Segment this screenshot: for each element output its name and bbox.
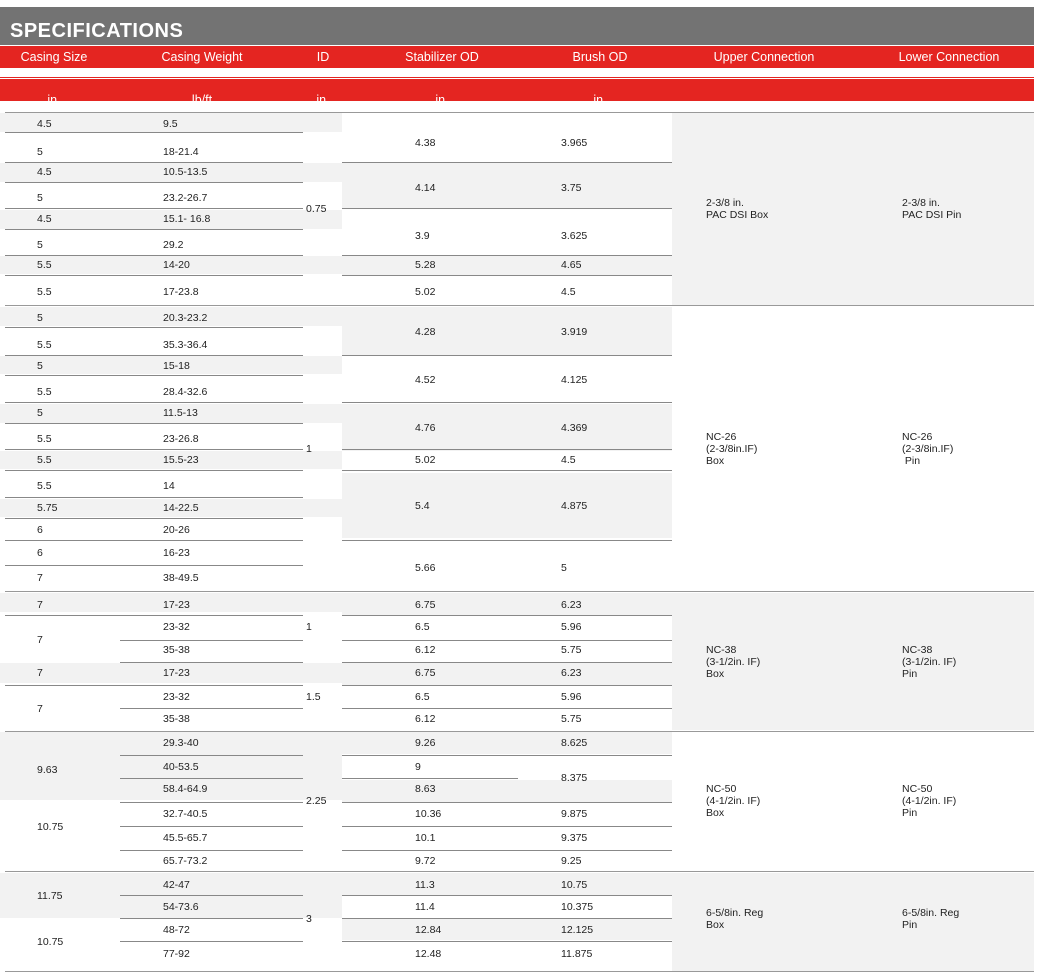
- casing-weight: 28.4-32.6: [163, 386, 208, 398]
- casing-weight: 15-18: [163, 360, 190, 372]
- row-line: [342, 449, 672, 450]
- casing-size: 5.5: [37, 433, 52, 445]
- upper-connection: 6-5/8in. Reg Box: [706, 907, 764, 931]
- row-shading: [342, 663, 672, 685]
- casing-size: 7: [37, 572, 43, 584]
- row-line: [342, 540, 672, 541]
- row-line: [5, 229, 303, 230]
- upper-connection: NC-26 (2-3/8in.IF) Box: [706, 431, 758, 467]
- page-title: SPECIFICATIONS: [10, 20, 184, 42]
- casing-weight: 15.1- 16.8: [163, 213, 211, 225]
- unit-header: in.: [593, 93, 607, 107]
- stabilizer-od: 5.28: [415, 259, 436, 271]
- brush-od: 12.125: [561, 924, 594, 936]
- id-value: 1.5: [306, 691, 321, 703]
- row-line: [120, 662, 303, 663]
- group-separator: [5, 971, 1034, 972]
- casing-weight: 17-23: [163, 667, 190, 679]
- stabilizer-od: 12.84: [415, 924, 442, 936]
- casing-weight: 17-23.8: [163, 286, 199, 298]
- row-line: [120, 850, 303, 851]
- row-line: [5, 470, 303, 471]
- id-value: 0.75: [306, 203, 327, 215]
- group-separator: [5, 591, 1034, 592]
- casing-size: 5: [37, 192, 43, 204]
- row-line: [5, 423, 303, 424]
- title-bar: [0, 7, 1034, 45]
- row-line: [120, 802, 303, 803]
- brush-od: 4.875: [561, 500, 588, 512]
- column-header: Lower Connection: [898, 50, 1000, 64]
- casing-size: 5.75: [37, 502, 58, 514]
- casing-size: 4.5: [37, 213, 52, 225]
- upper-connection: 2-3/8 in. PAC DSI Box: [706, 197, 769, 221]
- casing-size: 5.5: [37, 480, 52, 492]
- group-separator: [5, 305, 1034, 306]
- row-shading: [342, 918, 672, 940]
- casing-size: 6: [37, 547, 43, 559]
- casing-weight: 32.7-40.5: [163, 808, 208, 820]
- row-line: [5, 355, 303, 356]
- stabilizer-od: 5.4: [415, 500, 430, 512]
- casing-weight: 77-92: [163, 948, 190, 960]
- casing-size: 4.5: [37, 166, 52, 178]
- row-line: [342, 615, 672, 616]
- id-value: 1: [306, 443, 312, 455]
- row-line: [342, 918, 672, 919]
- header-divider: [0, 78, 1034, 79]
- casing-weight: 20.3-23.2: [163, 312, 208, 324]
- upper-connection: NC-38 (3-1/2in. IF) Box: [706, 644, 761, 680]
- row-line: [5, 615, 303, 616]
- casing-weight: 65.7-73.2: [163, 855, 208, 867]
- row-line: [342, 470, 672, 471]
- row-line: [342, 355, 672, 356]
- row-line: [342, 208, 672, 209]
- casing-size: 5: [37, 360, 43, 372]
- stabilizer-od: 11.4: [415, 901, 435, 913]
- brush-od: 9.375: [561, 832, 588, 844]
- casing-size: 5: [37, 239, 43, 251]
- row-line: [342, 708, 672, 709]
- casing-weight: 14-22.5: [163, 502, 199, 514]
- casing-size: 5.5: [37, 286, 52, 298]
- row-shading: [342, 163, 672, 208]
- row-line: [120, 640, 303, 641]
- row-line: [5, 162, 303, 163]
- row-line: [342, 850, 672, 851]
- stabilizer-od: 5.02: [415, 286, 436, 298]
- casing-size: 5.5: [37, 259, 52, 271]
- row-line: [342, 402, 672, 403]
- casing-weight: 11.5-13: [163, 407, 198, 419]
- casing-size: 5: [37, 407, 43, 419]
- row-line: [5, 327, 303, 328]
- casing-weight: 23-32: [163, 691, 190, 703]
- row-line: [5, 208, 303, 209]
- casing-size: 7: [37, 599, 43, 611]
- casing-weight: 29.2: [163, 239, 184, 251]
- casing-weight: 58.4-64.9: [163, 783, 208, 795]
- casing-weight: 23-26.8: [163, 433, 199, 445]
- row-line: [5, 375, 303, 376]
- row-line: [120, 778, 303, 779]
- unit-header: in.: [435, 93, 449, 107]
- casing-weight: 42-47: [163, 879, 190, 891]
- row-line: [5, 497, 303, 498]
- row-shading: [342, 307, 672, 355]
- upper-connection: NC-50 (4-1/2in. IF) Box: [706, 783, 761, 819]
- row-line: [120, 895, 303, 896]
- id-value: 3: [306, 913, 312, 925]
- stabilizer-od: 4.76: [415, 422, 436, 434]
- column-header: Brush OD: [572, 50, 628, 64]
- brush-od: 8.375: [561, 772, 588, 784]
- stabilizer-od: 10.1: [415, 832, 436, 844]
- casing-weight: 14-20: [163, 259, 190, 271]
- column-header: Upper Connection: [713, 50, 815, 64]
- casing-size: 4.5: [37, 118, 52, 130]
- row-line: [5, 132, 303, 133]
- casing-weight: 54-73.6: [163, 901, 199, 913]
- brush-od: 5.75: [561, 713, 582, 725]
- brush-od: 5.75: [561, 644, 582, 656]
- group-separator: [5, 731, 1034, 732]
- casing-weight: 18-21.4: [163, 146, 199, 158]
- brush-od: 3.75: [561, 182, 582, 194]
- row-line: [5, 685, 303, 686]
- row-line: [342, 802, 672, 803]
- row-shading: [342, 256, 672, 275]
- row-line: [120, 755, 303, 756]
- casing-size: 11.75: [37, 890, 63, 902]
- row-line: [342, 895, 672, 896]
- stabilizer-od: 6.75: [415, 667, 436, 679]
- row-line: [342, 826, 672, 827]
- column-header: Stabilizer OD: [405, 50, 479, 64]
- row-shading: [342, 473, 672, 538]
- lower-connection: 2-3/8 in. PAC DSI Pin: [902, 197, 962, 221]
- stabilizer-od: 6.12: [415, 644, 436, 656]
- row-line: [5, 182, 303, 183]
- row-line: [5, 255, 303, 256]
- row-line: [120, 708, 303, 709]
- unit-header: in.: [47, 93, 61, 107]
- brush-od: 9.25: [561, 855, 582, 867]
- brush-od: 4.5: [561, 286, 576, 298]
- row-line: [342, 685, 672, 686]
- stabilizer-od: 6.5: [415, 691, 430, 703]
- casing-weight: 45.5-65.7: [163, 832, 208, 844]
- row-line: [5, 402, 303, 403]
- row-line: [342, 755, 672, 756]
- group-separator: [5, 112, 1034, 113]
- group-separator: [5, 871, 1034, 872]
- casing-size: 10.75: [37, 936, 64, 948]
- casing-size: 5.5: [37, 386, 52, 398]
- row-line: [342, 275, 672, 276]
- casing-size: 7: [37, 634, 43, 646]
- brush-od: 10.75: [561, 879, 588, 891]
- brush-od: 5: [561, 562, 567, 574]
- row-line: [342, 162, 672, 163]
- stabilizer-od: 8.63: [415, 783, 436, 795]
- casing-weight: 35-38: [163, 713, 190, 725]
- brush-od: 4.65: [561, 259, 582, 271]
- stabilizer-od: 9: [415, 761, 421, 773]
- row-shading: [342, 593, 672, 615]
- casing-size: 10.75: [37, 821, 64, 833]
- stabilizer-od: 3.9: [415, 230, 430, 242]
- stabilizer-od: 4.38: [415, 137, 436, 149]
- brush-od: 4.369: [561, 422, 588, 434]
- brush-od: 8.625: [561, 737, 588, 749]
- lower-connection: NC-50 (4-1/2in. IF) Pin: [902, 783, 957, 819]
- casing-weight: 14: [163, 480, 175, 492]
- unit-header: in.: [316, 93, 330, 107]
- stabilizer-od: 6.5: [415, 621, 430, 633]
- column-header: Casing Weight: [161, 50, 243, 64]
- column-header: ID: [316, 50, 330, 64]
- row-shading: [342, 873, 672, 895]
- row-shading: [342, 732, 672, 754]
- row-line: [342, 640, 672, 641]
- lower-connection: NC-26 (2-3/8in.IF) Pin: [902, 431, 954, 467]
- brush-od: 3.965: [561, 137, 588, 149]
- brush-od: 3.919: [561, 326, 588, 338]
- casing-weight: 9.5: [163, 118, 178, 130]
- unit-header: lb/ft: [191, 93, 213, 107]
- casing-size: 9.63: [37, 764, 58, 776]
- stabilizer-od: 11.3: [415, 879, 435, 891]
- row-shading: [342, 404, 672, 451]
- column-header: Casing Size: [20, 50, 88, 64]
- stabilizer-od: 4.52: [415, 374, 436, 386]
- row-line: [342, 941, 672, 942]
- row-line: [5, 565, 303, 566]
- casing-size: 5.5: [37, 454, 52, 466]
- brush-od: 4.5: [561, 454, 576, 466]
- stabilizer-od: 5.02: [415, 454, 436, 466]
- casing-weight: 35.3-36.4: [163, 339, 208, 351]
- casing-size: 7: [37, 703, 43, 715]
- casing-weight: 23-32: [163, 621, 190, 633]
- row-line: [5, 518, 303, 519]
- brush-od: 4.125: [561, 374, 588, 386]
- casing-weight: 16-23: [163, 547, 190, 559]
- casing-weight: 40-53.5: [163, 761, 199, 773]
- casing-size: 7: [37, 667, 43, 679]
- stabilizer-od: 4.28: [415, 326, 436, 338]
- casing-weight: 15.5-23: [163, 454, 199, 466]
- casing-weight: 10.5-13.5: [163, 166, 208, 178]
- stabilizer-od: 5.66: [415, 562, 436, 574]
- brush-od: 10.375: [561, 901, 594, 913]
- casing-weight: 23.2-26.7: [163, 192, 208, 204]
- stabilizer-od: 10.36: [415, 808, 442, 820]
- casing-size: 6: [37, 524, 43, 536]
- row-line: [5, 275, 303, 276]
- row-line: [342, 662, 672, 663]
- brush-od: 5.96: [561, 691, 582, 703]
- casing-size: 5: [37, 312, 43, 324]
- casing-size: 5: [37, 146, 43, 158]
- brush-od: 3.625: [561, 230, 588, 242]
- casing-weight: 20-26: [163, 524, 190, 536]
- casing-size: 5.5: [37, 339, 52, 351]
- row-line: [5, 449, 303, 450]
- row-line: [120, 918, 303, 919]
- casing-weight: 35-38: [163, 644, 190, 656]
- stabilizer-od: 9.72: [415, 855, 436, 867]
- stabilizer-od: 6.75: [415, 599, 436, 611]
- id-value: 1: [306, 621, 312, 633]
- row-line: [342, 255, 672, 256]
- stabilizer-od: 6.12: [415, 713, 436, 725]
- row-line: [120, 826, 303, 827]
- brush-od: 6.23: [561, 667, 582, 679]
- brush-od: 11.875: [561, 948, 593, 960]
- casing-weight: 29.3-40: [163, 737, 199, 749]
- casing-weight: 17-23: [163, 599, 190, 611]
- row-shading: [342, 780, 672, 802]
- brush-od: 6.23: [561, 599, 582, 611]
- stabilizer-od: 4.14: [415, 182, 436, 194]
- row-line: [342, 778, 518, 779]
- brush-od: 9.875: [561, 808, 588, 820]
- casing-weight: 38-49.5: [163, 572, 199, 584]
- lower-connection: 6-5/8in. Reg Pin: [902, 907, 960, 931]
- stabilizer-od: 12.48: [415, 948, 442, 960]
- brush-od: 5.96: [561, 621, 582, 633]
- stabilizer-od: 9.26: [415, 737, 436, 749]
- row-line: [120, 941, 303, 942]
- casing-weight: 48-72: [163, 924, 190, 936]
- row-line: [5, 540, 303, 541]
- id-value: 2.25: [306, 795, 327, 807]
- lower-connection: NC-38 (3-1/2in. IF) Pin: [902, 644, 957, 680]
